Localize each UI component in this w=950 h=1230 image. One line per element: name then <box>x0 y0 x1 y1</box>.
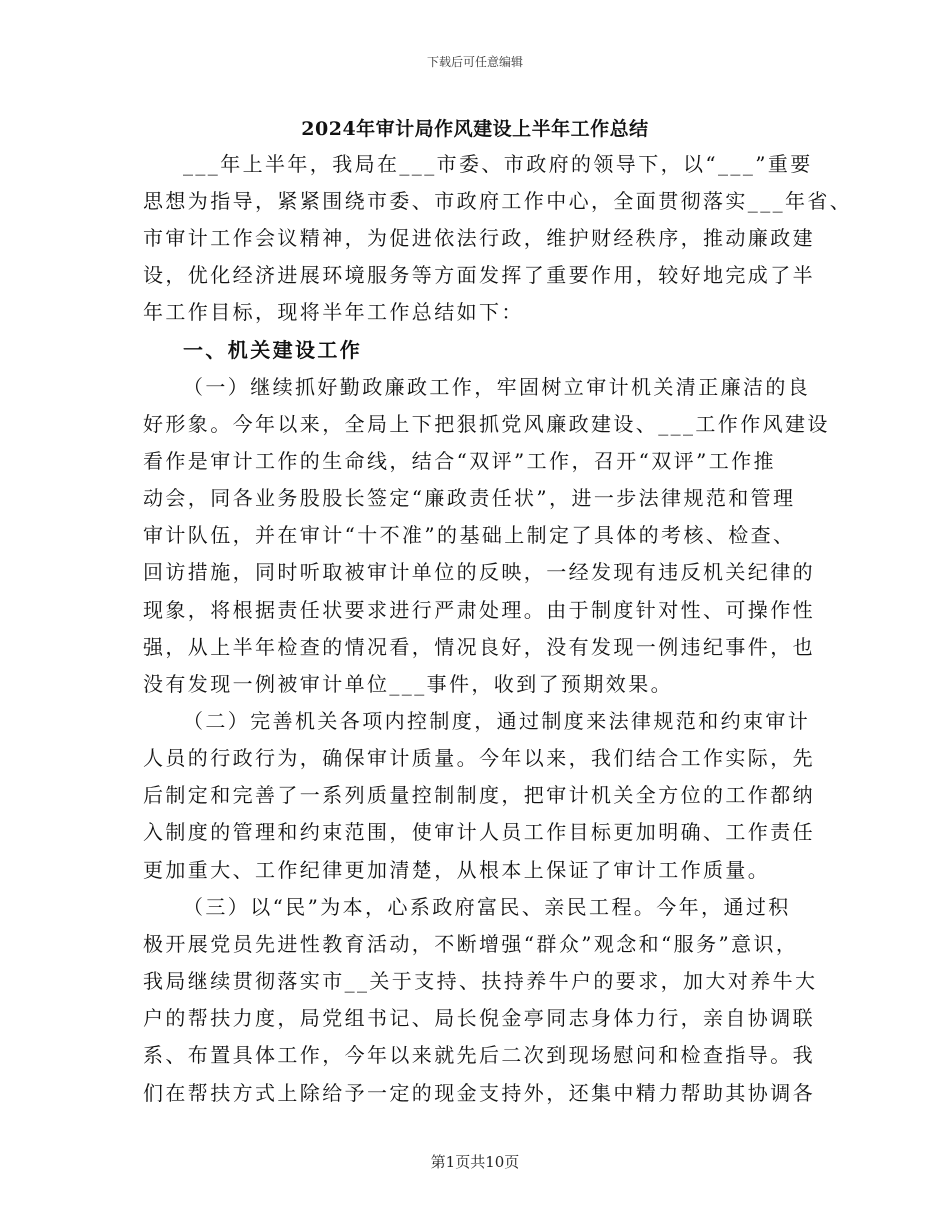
body-line: 现象，将根据责任状要求进行严肃处理。由于制度针对性、可操作性 <box>143 598 815 622</box>
body-line: 好形象。今年以来，全局上下把狠抓党风廉政建设、___工作作风建设 <box>143 412 830 436</box>
body-line: 审计队伍，并在审计“十不准”的基础上制定了具体的考核、检查、 <box>143 523 796 547</box>
body-line: （三）以“民”为本，心系政府富民、亲民工程。今年，通过积 <box>183 895 791 919</box>
body-line: 人员的行政行为，确保审计质量。今年以来，我们结合工作实际，先 <box>143 746 815 770</box>
section-heading: 一、机关建设工作 <box>183 338 363 362</box>
body-line: 动会，同各业务股股长签定“廉政责任状”，进一步法律规范和管理 <box>143 486 796 510</box>
body-line: 没有发现一例被审计单位___事件，收到了预期效果。 <box>143 672 673 696</box>
body-line: 系、布置具体工作，今年以来就先后二次到现场慰问和检查指导。我 <box>143 1043 815 1067</box>
document-title: 2024年审计局作风建设上半年工作总结 <box>301 118 649 140</box>
body-line: 强，从上半年检查的情况看，情况良好，没有发现一例违纪事件，也 <box>143 635 815 659</box>
body-line: 年工作目标，现将半年工作总结如下： <box>143 300 524 324</box>
body-line: 市审计工作会议精神，为促进依法行政，维护财经秩序，推动廉政建 <box>143 226 815 250</box>
body-line: （一）继续抓好勤政廉政工作，牢固树立审计机关清正廉洁的良 <box>183 375 811 399</box>
body-line: 更加重大、工作纪律更加清楚，从根本上保证了审计工作质量。 <box>143 858 771 882</box>
body-line: 思想为指导，紧紧围绕市委、市政府工作中心，全面贯彻落实___年省、 <box>143 189 853 213</box>
body-line: 设，优化经济进展环境服务等方面发挥了重要作用，较好地完成了半 <box>143 263 815 287</box>
body-line: 入制度的管理和约束范围，使审计人员工作目标更加明确、工作责任 <box>143 820 815 844</box>
body-line: ___年上半年，我局在___市委、市政府的领导下，以“___”重要 <box>183 152 813 176</box>
body-line: 回访措施，同时听取被审计单位的反映，一经发现有违反机关纪律的 <box>143 560 815 584</box>
page-footer: 第1页共10页 <box>430 1153 520 1171</box>
body-line: 极开展党员先进性教育活动，不断增强“群众”观念和“服务”意识， <box>143 932 799 956</box>
body-line: 看作是审计工作的生命线，结合“双评”工作，召开“双评”工作推 <box>143 449 776 473</box>
body-line: （二）完善机关各项内控制度，通过制度来法律规范和约束审计 <box>183 709 811 733</box>
body-line: 后制定和完善了一系列质量控制制度，把审计机关全方位的工作都纳 <box>143 783 815 807</box>
body-line: 户的帮扶力度，局党组书记、局长倪金亭同志身体力行，亲自协调联 <box>143 1006 815 1030</box>
body-line: 我局继续贯彻落实市__关于支持、扶持养牛户的要求，加大对养牛大 <box>143 969 818 993</box>
body-line: 们在帮扶方式上除给予一定的现金支持外，还集中精力帮助其协调各 <box>143 1081 815 1105</box>
page-header: 下载后可任意编辑 <box>426 55 523 69</box>
